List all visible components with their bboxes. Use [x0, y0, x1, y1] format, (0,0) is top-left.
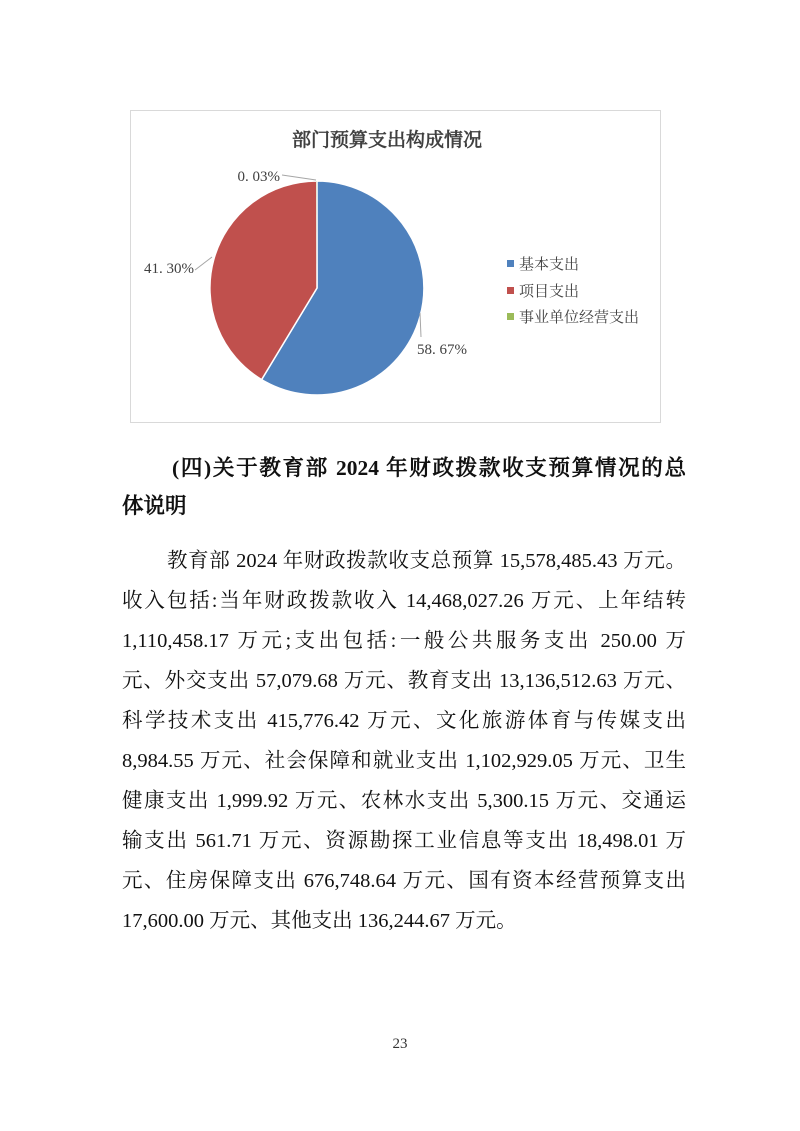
- section-heading-line-2: 体说明: [122, 494, 187, 518]
- paragraph-line: 科学技术支出 415,776.42 万元、文化旅游体育与传媒支出: [122, 710, 686, 732]
- data-label-project: 41. 30%: [144, 261, 194, 277]
- chart-title: 部门预算支出构成情况: [291, 130, 483, 151]
- legend-label-project: 项目支出: [519, 284, 580, 300]
- paragraph-line: 收入包括:当年财政拨款收入 14,468,027.26 万元、上年结转: [122, 590, 686, 612]
- paragraph-line: 元、住房保障支出 676,748.64 万元、国有资本经营预算支出: [122, 870, 686, 892]
- page-number: 23: [392, 1036, 408, 1052]
- leader-line-basic: [420, 313, 421, 337]
- legend-swatch-basic: [507, 260, 514, 267]
- section-heading: [122, 449, 686, 525]
- data-label-tiny: 0. 03%: [237, 169, 280, 185]
- paragraph-line: 8,984.55 万元、社会保障和就业支出 1,102,929.05 万元、卫生: [122, 750, 686, 772]
- paragraph-line: 输支出 561.71 万元、资源勘探工业信息等支出 18,498.01 万: [122, 830, 686, 852]
- paragraph-line: 健康支出 1,999.92 万元、农林水支出 5,300.15 万元、交通运: [122, 790, 686, 812]
- leader-line-tiny: [282, 175, 316, 180]
- pie-chart-canvas: [131, 111, 659, 421]
- leader-line-project: [195, 257, 212, 270]
- legend-label-basic: 基本支出: [519, 257, 580, 273]
- legend-label-operating: 事业单位经营支出: [519, 310, 640, 326]
- chart-legend: [507, 255, 639, 326]
- legend-swatch-project: [507, 287, 514, 294]
- data-label-basic: 58. 67%: [417, 342, 467, 358]
- section-heading-line-1: (四)关于教育部 2024 年财政拨款收支预算情况的总: [172, 456, 686, 480]
- paragraph-line: 教育部 2024 年财政拨款收支总预算 15,578,485.43 万元。: [167, 550, 686, 572]
- paragraph-line: 1,110,458.17 万元;支出包括:一般公共服务支出 250.00 万: [122, 630, 686, 652]
- paragraph-line: 17,600.00 万元、其他支出 136,244.67 万元。: [122, 910, 517, 932]
- legend-swatch-operating: [507, 313, 514, 320]
- pie-chart: [130, 110, 661, 423]
- paragraph-line: 元、外交支出 57,079.68 万元、教育支出 13,136,512.63 万元、: [122, 670, 686, 692]
- body-paragraph: [122, 541, 686, 941]
